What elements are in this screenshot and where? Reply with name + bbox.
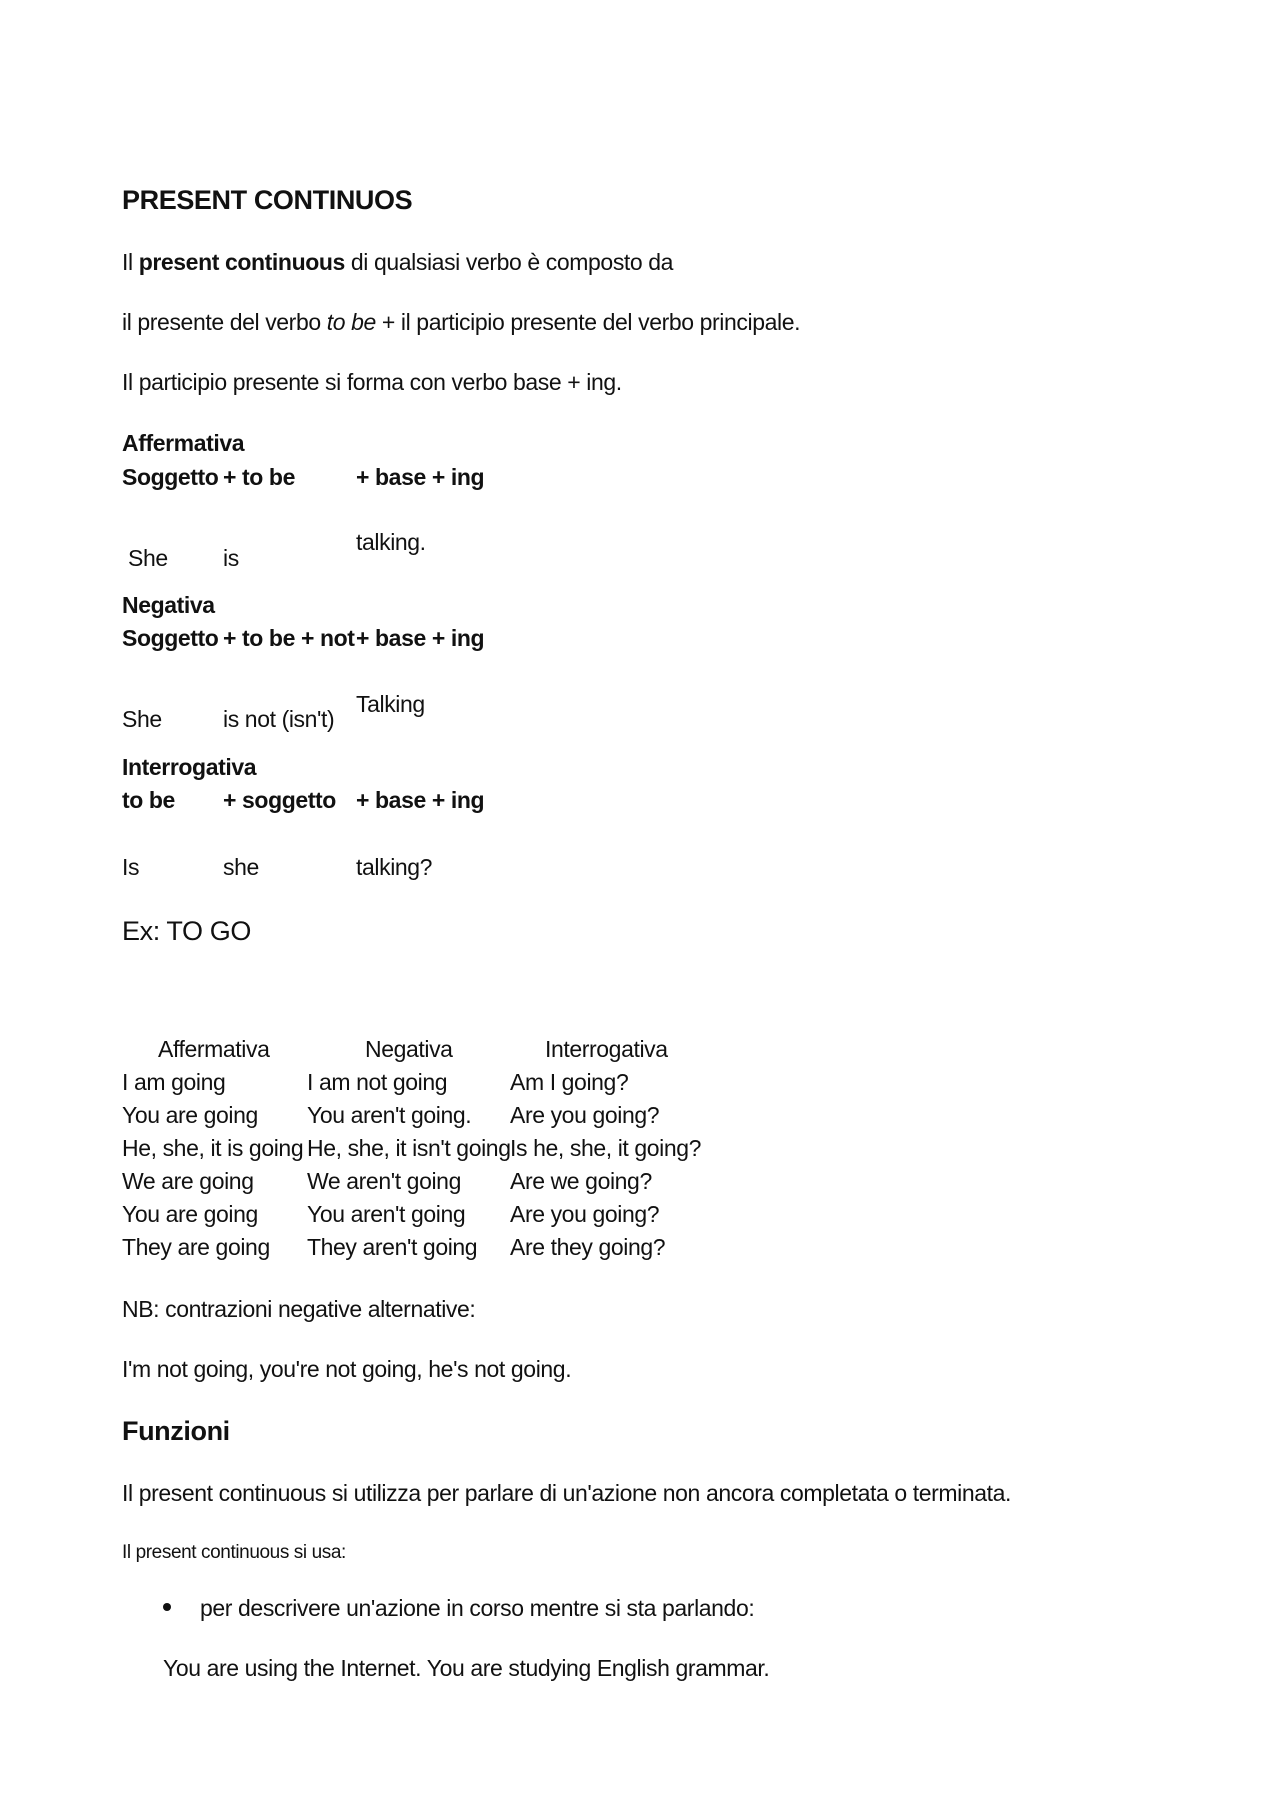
formula-verb: + to be: [223, 464, 295, 490]
funzioni-text: Il present continuous si utilizza per parlare di un'azione non ancora completata o terminata.: [122, 1480, 1011, 1506]
bullet-item: per descrivere un'azione in corso mentre si sta parlando:: [200, 1595, 755, 1621]
example-sentence: You are using the Internet. You are studying English grammar.: [163, 1655, 770, 1681]
table-cell: Am I going?: [510, 1069, 629, 1095]
example-participle: talking.: [356, 529, 426, 555]
table-cell: I am not going: [307, 1069, 448, 1095]
table-cell: They aren't going: [307, 1234, 478, 1260]
table-cell: Is he, she, it going?: [510, 1135, 702, 1161]
formula-subject: + soggetto: [223, 787, 336, 813]
table-cell: Are you going?: [510, 1102, 660, 1128]
negativa-heading: Negativa: [122, 592, 215, 618]
table-cell: I am going: [122, 1069, 226, 1095]
table-cell: Are we going?: [510, 1168, 652, 1194]
formula-verb: + to be + not: [223, 625, 355, 651]
example-verb: is: [223, 545, 239, 571]
formula-subject: Soggetto: [122, 625, 219, 651]
formula-subject: Soggetto: [122, 464, 219, 490]
affermativa-heading: Affermativa: [122, 430, 245, 456]
formula-base: + base + ing: [356, 787, 485, 813]
table-cell: Are they going?: [510, 1234, 666, 1260]
example-verb: Is: [122, 854, 140, 880]
intro-bold-term: present continuous: [138, 249, 345, 275]
intro-text: di qualsiasi verbo è composto da: [344, 249, 674, 275]
section-heading: Funzioni: [122, 1416, 230, 1446]
table-header: Negativa: [365, 1036, 453, 1062]
intro-text: + il participio presente del verbo principale.: [375, 309, 801, 335]
table-cell: You aren't going.: [307, 1102, 472, 1128]
example-verb: is not (isn't): [223, 706, 335, 732]
table-cell: We are going: [122, 1168, 254, 1194]
table-cell: Are you going?: [510, 1201, 660, 1227]
table-cell: He, she, it isn't going: [307, 1135, 511, 1161]
table-cell: You aren't going: [307, 1201, 466, 1227]
nb-note: NB: contrazioni negative alternative:: [122, 1296, 476, 1322]
intro-line-3: Il participio presente si forma con verbo base + ing.: [122, 369, 622, 395]
page-title: PRESENT CONTINUOS: [122, 185, 413, 215]
intro-line-1: [122, 251, 673, 274]
example-participle: Talking: [356, 691, 425, 717]
formula-base: + base + ing: [356, 625, 485, 651]
formula-base: + base + ing: [356, 464, 485, 490]
example-subject: She: [128, 545, 168, 571]
example-participle: talking?: [356, 854, 433, 880]
table-cell: He, she, it is going: [122, 1135, 304, 1161]
intro-line-2: [122, 311, 800, 334]
funzioni-subtext: Il present continuous si usa:: [122, 1542, 346, 1563]
interrogativa-heading: Interrogativa: [122, 754, 257, 780]
intro-text: Il: [122, 249, 139, 275]
formula-verb: to be: [122, 787, 175, 813]
table-cell: They are going: [122, 1234, 270, 1260]
nb-examples: I'm not going, you're not going, he's not going.: [122, 1356, 572, 1382]
example-label: Ex: TO GO: [122, 916, 251, 946]
example-subject: she: [223, 854, 259, 880]
table-header: Affermativa: [158, 1036, 270, 1062]
example-subject: She: [122, 706, 162, 732]
table-cell: You are going: [122, 1201, 258, 1227]
table-cell: We aren't going: [307, 1168, 461, 1194]
intro-italic-term: to be: [326, 309, 376, 335]
intro-text: il presente del verbo: [122, 309, 327, 335]
table-header: Interrogativa: [545, 1036, 668, 1062]
table-cell: You are going: [122, 1102, 258, 1128]
bullet-icon: [163, 1603, 171, 1611]
